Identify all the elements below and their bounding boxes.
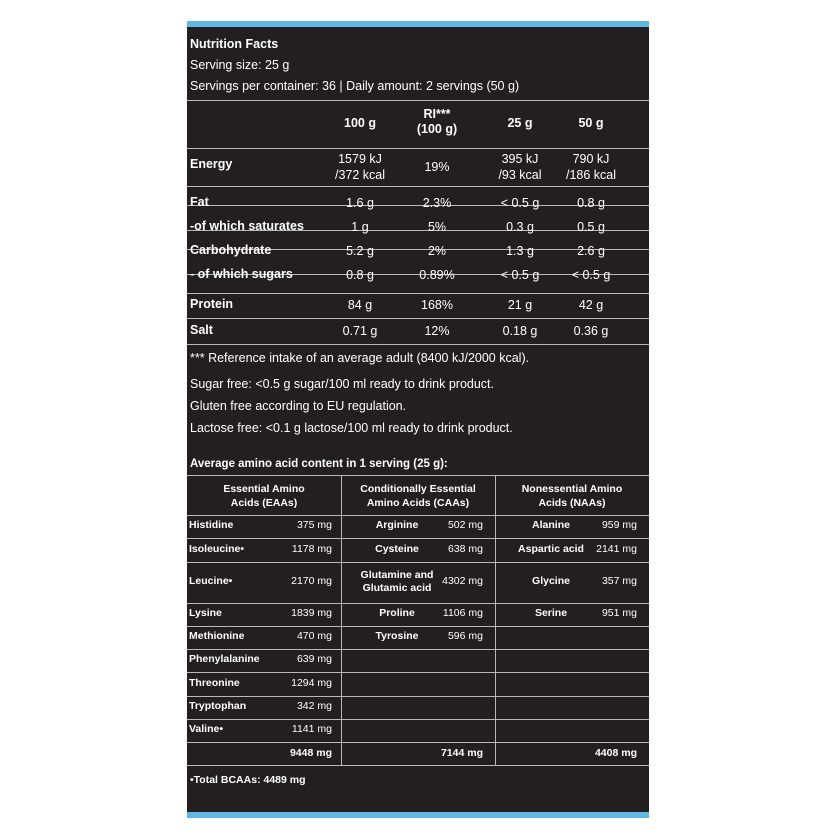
amino-column-divider [495, 475, 496, 765]
amino-acid-amount: 4302 mg [442, 575, 483, 587]
amino-acid-name: Glutamine and Glutamic acid [360, 569, 434, 594]
amino-acid-name: Tyrosine [375, 630, 419, 642]
amino-acid-amount: 951 mg [601, 607, 637, 619]
nutrition-cell: 21 g [507, 298, 533, 312]
amino-row-divider [187, 696, 649, 697]
nutrition-row-divider [187, 344, 649, 345]
bottom-accent-stripe [187, 812, 649, 818]
amino-acid-amount: 1178 mg [291, 543, 332, 555]
amino-column-divider [341, 475, 342, 765]
nutrition-cell: 395 kJ /93 kcal [498, 152, 542, 182]
amino-acid-amount: 2141 mg [596, 543, 637, 555]
amino-acid-name: Aspartic acid [518, 543, 584, 555]
nutrition-cell: 0.5 g [577, 220, 605, 234]
amino-acid-name: Serine [534, 607, 568, 619]
bcaa-total: •Total BCAAs: 4489 mg [190, 774, 306, 786]
nutrition-row-label: Energy [190, 157, 233, 171]
amino-acid-name: Cysteine [375, 543, 419, 555]
nutrition-column-header: 25 g [507, 116, 533, 130]
nutrition-row-label: - of which sugars [190, 267, 293, 281]
serving-size: Serving size: 25 g [190, 58, 290, 72]
nutrition-row-label: Carbohydrate [190, 243, 272, 257]
amino-acid-amount: 596 mg [447, 630, 483, 642]
amino-row-divider [187, 765, 649, 766]
nutrition-cell: 790 kJ /186 kcal [565, 152, 617, 182]
servings-per-container: Servings per container: 36 | Daily amount: 2 servings (50 g) [190, 79, 520, 93]
amino-acid-name: Alanine [532, 519, 570, 531]
nutrition-cell: 0.36 g [573, 324, 609, 338]
nutrition-cell: 0.71 g [342, 324, 378, 338]
nutrition-cell: 5.2 g [346, 244, 374, 258]
nutrition-row-divider [187, 148, 649, 149]
amino-row-divider [187, 626, 649, 627]
amino-acid-amount: 2170 mg [291, 575, 332, 587]
amino-row-divider [187, 719, 649, 720]
amino-acid-name: Methionine [189, 630, 245, 642]
nutrition-title: Nutrition Facts [190, 37, 279, 51]
top-accent-stripe [187, 21, 649, 27]
nutrition-cell: 0.8 g [346, 268, 374, 282]
amino-acid-amount: 342 mg [296, 700, 332, 712]
amino-group-total: 4408 mg [594, 747, 637, 759]
amino-group-total: 7144 mg [440, 747, 483, 759]
amino-acid-amount: 638 mg [447, 543, 483, 555]
amino-acid-name: Arginine [375, 519, 419, 531]
amino-acid-name: Isoleucine• [189, 543, 245, 555]
nutrition-cell: 1.6 g [346, 196, 374, 210]
nutrition-cell: 168% [421, 298, 453, 312]
amino-title: Average amino acid content in 1 serving (25 g): [190, 458, 448, 470]
nutrition-cell: 2% [427, 244, 447, 258]
amino-group-header: Nonessential Amino Acids (NAAs) [521, 483, 623, 509]
amino-group-header: Essential Amino Acids (EAAs) [223, 483, 305, 509]
amino-acid-name: Leucine• [189, 575, 233, 587]
nutrition-row-label: Salt [190, 323, 213, 337]
amino-acid-amount: 1141 mg [291, 723, 332, 735]
amino-row-divider [187, 562, 649, 563]
gluten-note: Gluten free according to EU regulation. [190, 399, 407, 413]
amino-acid-name: Lysine [189, 607, 222, 619]
nutrition-cell: 0.18 g [502, 324, 538, 338]
amino-acid-name: Phenylalanine [189, 653, 260, 665]
nutrition-cell: 0.8 g [577, 196, 605, 210]
amino-acid-name: Valine• [189, 723, 224, 735]
sugar-note: Sugar free: <0.5 g sugar/100 ml ready to drink product. [190, 377, 494, 391]
lactose-note: Lactose free: <0.1 g lactose/100 ml ready to drink product. [190, 421, 513, 435]
nutrition-row-divider [187, 293, 649, 294]
nutrition-cell: 0.3 g [506, 220, 534, 234]
nutrition-cell: 5% [427, 220, 447, 234]
amino-group-total: 9448 mg [289, 747, 332, 759]
amino-acid-amount: 470 mg [296, 630, 332, 642]
nutrition-row-divider [187, 318, 649, 319]
nutrition-cell: 1579 kJ /372 kcal [334, 152, 386, 182]
amino-acid-amount: 639 mg [296, 653, 332, 665]
nutrition-row-divider [187, 100, 649, 101]
nutrition-row-label: Protein [190, 297, 234, 311]
ri-footnote: *** Reference intake of an average adult (8400 kJ/2000 kcal). [190, 351, 530, 365]
amino-acid-amount: 1839 mg [291, 607, 332, 619]
amino-acid-name: Tryptophan [189, 700, 247, 712]
nutrition-row-label: Fat [190, 195, 209, 209]
amino-row-divider [187, 742, 649, 743]
amino-row-divider [187, 672, 649, 673]
amino-row-divider [187, 649, 649, 650]
nutrition-label-panel [187, 21, 649, 818]
nutrition-cell: 2.6 g [577, 244, 605, 258]
nutrition-cell: 84 g [347, 298, 373, 312]
nutrition-column-header: 100 g [344, 116, 376, 130]
nutrition-cell: < 0.5 g [571, 268, 611, 282]
nutrition-cell: 1 g [351, 220, 369, 234]
amino-acid-amount: 1294 mg [291, 677, 332, 689]
nutrition-row-divider [187, 186, 649, 187]
nutrition-cell: < 0.5 g [500, 268, 540, 282]
amino-row-divider [187, 538, 649, 539]
amino-group-header: Conditionally Essential Amino Acids (CAAs) [360, 483, 476, 509]
nutrition-cell: 42 g [578, 298, 604, 312]
amino-row-divider [187, 603, 649, 604]
nutrition-cell: 2.3% [422, 196, 452, 210]
amino-acid-amount: 502 mg [447, 519, 483, 531]
amino-acid-name: Threonine [189, 677, 240, 689]
nutrition-cell: < 0.5 g [500, 196, 540, 210]
amino-acid-name: Glycine [532, 575, 570, 587]
nutrition-cell: 19% [424, 160, 450, 174]
nutrition-cell: 0.89% [419, 268, 455, 282]
amino-row-divider [187, 515, 649, 516]
amino-acid-amount: 357 mg [601, 575, 637, 587]
nutrition-cell: 1.3 g [506, 244, 534, 258]
nutrition-row-label: -of which saturates [190, 219, 304, 233]
amino-acid-amount: 959 mg [601, 519, 637, 531]
amino-row-divider [187, 475, 649, 476]
nutrition-column-header: 50 g [578, 116, 604, 130]
nutrition-column-header: RI*** (100 g) [416, 107, 458, 136]
amino-acid-amount: 1106 mg [442, 607, 483, 619]
amino-acid-name: Proline [379, 607, 415, 619]
nutrition-cell: 12% [424, 324, 450, 338]
amino-acid-amount: 375 mg [296, 519, 332, 531]
amino-acid-name: Histidine [189, 519, 234, 531]
